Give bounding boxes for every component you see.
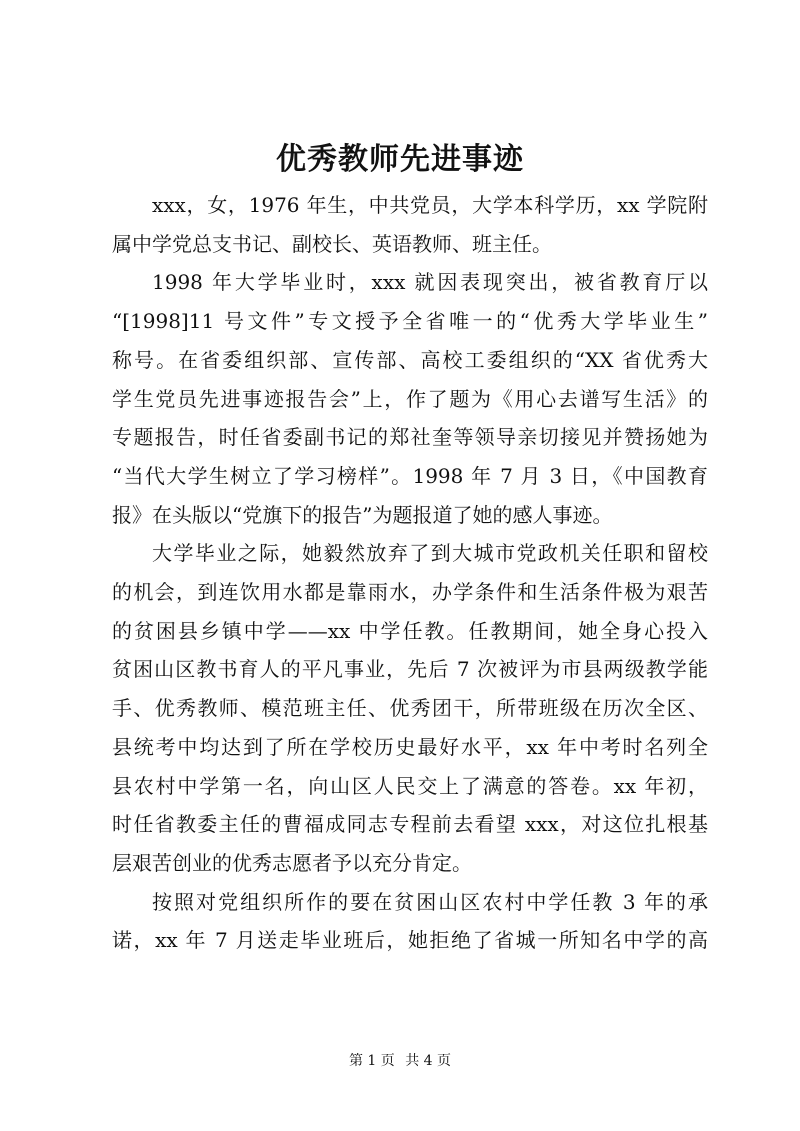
text-line: “[1998]11 号文件”专文授予全省唯一的“优秀大学毕业生” <box>112 309 708 334</box>
paragraph <box>112 186 708 263</box>
text-line: 层艰苦创业的优秀志愿者予以充分肯定。 <box>112 850 472 875</box>
text-line: 诺，xx 年 7 月送走毕业班后，她拒绝了省城一所知名中学的高 <box>112 928 708 953</box>
text-line: 学生党员先进事迹报告会”上，作了题为《用心去谱写生活》的 <box>112 386 708 411</box>
text-line: “当代大学生树立了学习榜样”。1998 年 7 月 3 日，《中国教育 <box>112 463 708 488</box>
document-body <box>112 186 708 960</box>
paragraph <box>112 883 708 960</box>
page-number: 第 1 页 <box>348 1053 395 1069</box>
text-line: 的机会，到连饮用水都是靠雨水，办学条件和生活条件极为艰苦 <box>112 580 708 605</box>
text-line: 贫困山区教书育人的平凡事业，先后 7 次被评为市县两级教学能 <box>112 657 708 682</box>
paragraph <box>112 263 708 534</box>
page-total: 共 4 页 <box>405 1053 452 1069</box>
text-line: xxx，女，1976 年生，中共党员，大学本科学历，xx 学院附 <box>152 193 708 217</box>
text-line: 的贫困县乡镇中学——xx 中学任教。任教期间，她全身心投入 <box>112 618 708 643</box>
text-line: 大学毕业之际，她毅然放弃了到大城市党政机关任职和留校 <box>152 541 708 566</box>
page-footer <box>0 1051 800 1071</box>
text-line: 属中学党总支书记、副校长、英语教师、班主任。 <box>112 231 552 256</box>
text-line: 县农村中学第一名，向山区人民交上了满意的答卷。xx 年初， <box>112 773 708 798</box>
text-line: 县统考中均达到了所在学校历史最好水平，xx 年中考时名列全 <box>112 734 708 759</box>
paragraph <box>112 534 708 882</box>
text-line: 1998 年大学毕业时，xxx 就因表现突出，被省教育厅以 <box>152 270 708 295</box>
text-line: 报》在头版以“党旗下的报告”为题报道了她的感人事迹。 <box>112 502 613 527</box>
text-line: 专题报告，时任省委副书记的郑社奎等领导亲切接见并赞扬她为 <box>112 425 708 450</box>
text-line: 手、优秀教师、模范班主任、优秀团干，所带班级在历次全区、 <box>112 696 708 721</box>
text-line: 称号。在省委组织部、宣传部、高校工委组织的“XX 省优秀大 <box>112 347 708 372</box>
page-title: 优秀教师先进事迹 <box>276 142 524 177</box>
text-line: 时任省教委主任的曹福成同志专程前去看望 xxx，对这位扎根基 <box>112 812 708 837</box>
text-line: 按照对党组织所作的要在贫困山区农村中学任教 3 年的承 <box>152 889 708 914</box>
